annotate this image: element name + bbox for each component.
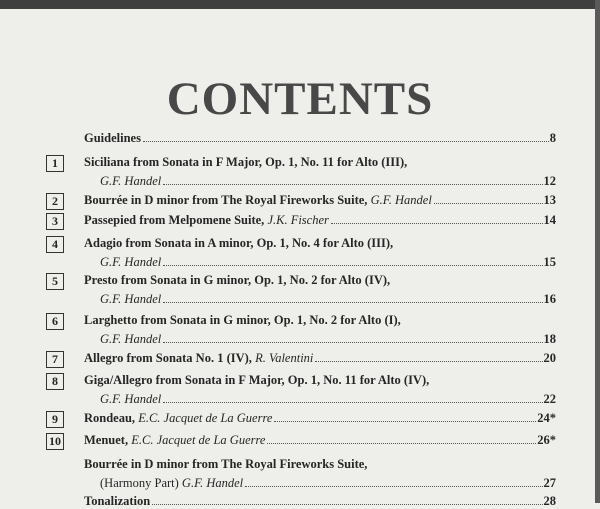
composer-name: G.F. Handel [100, 255, 162, 269]
track-number-box: 9 [46, 411, 64, 428]
entry-line [100, 171, 556, 189]
page-number: 26* [537, 433, 556, 447]
dot-leader [163, 341, 542, 343]
piece-title: Bourrée in D minor from The Royal Fireworks Suite, [84, 193, 371, 207]
page-number: 12 [543, 174, 556, 188]
page-number: 18 [543, 332, 556, 346]
entry-title [84, 494, 150, 509]
piece-title: Bourrée in D minor from The Royal Fireworks Suite, [84, 457, 368, 471]
page-number: 20 [543, 351, 556, 365]
entry-line [84, 454, 556, 472]
composer-name: G.F. Handel [100, 174, 162, 188]
entry-line [84, 310, 556, 328]
composer-name: J.K. Fischer [267, 213, 329, 227]
composer-name: G.F. Handel [100, 292, 162, 306]
entry-line [84, 190, 556, 208]
entry-title [100, 255, 161, 270]
dot-leader [274, 420, 536, 422]
page-title: CONTENTS [166, 73, 434, 125]
composer-name: G.F. Handel [181, 476, 244, 490]
entry-line [84, 270, 556, 288]
entry-line [84, 233, 556, 251]
page-number: 13 [543, 193, 556, 207]
entry-line [100, 473, 556, 491]
piece-title: Rondeau, [84, 411, 139, 425]
dot-leader [331, 222, 543, 224]
entry-title [84, 131, 141, 146]
track-number-box: 10 [46, 433, 64, 450]
track-number-box: 8 [46, 373, 64, 390]
entry-title [84, 373, 429, 388]
track-number-box: 4 [46, 236, 64, 253]
track-number-box: 2 [46, 193, 64, 210]
entry-title [100, 332, 161, 347]
composer-name: E.C. Jacquet de La Guerre [138, 411, 273, 425]
piece-title: Siciliana from Sonata in F Major, Op. 1, No. 11 for Alto (III), [84, 155, 408, 169]
track-number-box: 5 [46, 273, 64, 290]
entry-line [100, 252, 556, 270]
entry-title [84, 351, 313, 366]
entry-title [84, 411, 272, 426]
top-border-bar [0, 0, 600, 9]
entry-title [100, 476, 243, 491]
track-number-box: 1 [46, 155, 64, 172]
piece-title: Giga/Allegro from Sonata in F Major, Op. 1, No. 11 for Alto (IV), [84, 373, 430, 387]
page-number: 15 [543, 255, 556, 269]
entry-title [84, 433, 265, 448]
dot-leader [152, 503, 542, 505]
entry-line [84, 128, 556, 146]
entry-line [84, 408, 556, 426]
composer-name: G.F. Handel [100, 332, 162, 346]
dot-leader [315, 360, 542, 362]
composer-name: G.F. Handel [370, 193, 432, 207]
entry-line [100, 389, 556, 407]
entry-title [84, 155, 407, 170]
dot-leader [163, 264, 542, 266]
track-number-box: 3 [46, 213, 64, 230]
piece-title: Allegro from Sonata No. 1 (IV), [84, 351, 256, 365]
dot-leader [163, 401, 542, 403]
page-number: 22 [543, 392, 556, 406]
dot-leader [163, 183, 542, 185]
entry-title [100, 292, 161, 307]
entry-line [84, 152, 556, 170]
dot-leader [434, 202, 543, 204]
dot-leader [143, 140, 549, 142]
dot-leader [163, 301, 542, 303]
piece-title: Presto from Sonata in G minor, Op. 1, No. 2 for Alto (IV), [84, 273, 391, 287]
track-number-box: 7 [46, 351, 64, 368]
piece-title: Passepied from Melpomene Suite, [84, 213, 268, 227]
entry-title [100, 392, 161, 407]
dot-leader [267, 442, 536, 444]
page-number: 27 [543, 476, 556, 490]
entry-title [84, 193, 432, 208]
entry-line [84, 370, 556, 388]
track-number-box: 6 [46, 313, 64, 330]
piece-title: Adagio from Sonata in A minor, Op. 1, No. 4 for Alto (III), [84, 236, 394, 250]
entry-title [100, 174, 161, 189]
page-number: 14 [543, 213, 556, 227]
composer-name: R. Valentini [255, 351, 314, 365]
entry-line [84, 348, 556, 366]
piece-title: Menuet, [84, 433, 132, 447]
composer-name: E.C. Jacquet de La Guerre [131, 433, 266, 447]
piece-title: Guidelines [84, 131, 141, 145]
dot-leader [245, 485, 542, 487]
piece-title: Tonalization [84, 494, 151, 508]
entry-line [84, 430, 556, 448]
page-number: 28 [543, 494, 556, 508]
entry-line [84, 491, 556, 509]
entry-title [84, 236, 393, 251]
entry-title [84, 273, 390, 288]
entry-title [84, 313, 401, 328]
entry-title [84, 213, 329, 228]
composer-name: G.F. Handel [100, 392, 162, 406]
page-number: 16 [543, 292, 556, 306]
entry-line [84, 210, 556, 228]
piece-title: (Harmony Part) [100, 476, 182, 490]
page-number: 8 [549, 131, 556, 145]
piece-title: Larghetto from Sonata in G minor, Op. 1, No. 2 for Alto (I), [84, 313, 401, 327]
page-number: 24* [537, 411, 556, 425]
entry-line [100, 289, 556, 307]
entry-title [84, 457, 367, 472]
entry-line [100, 329, 556, 347]
